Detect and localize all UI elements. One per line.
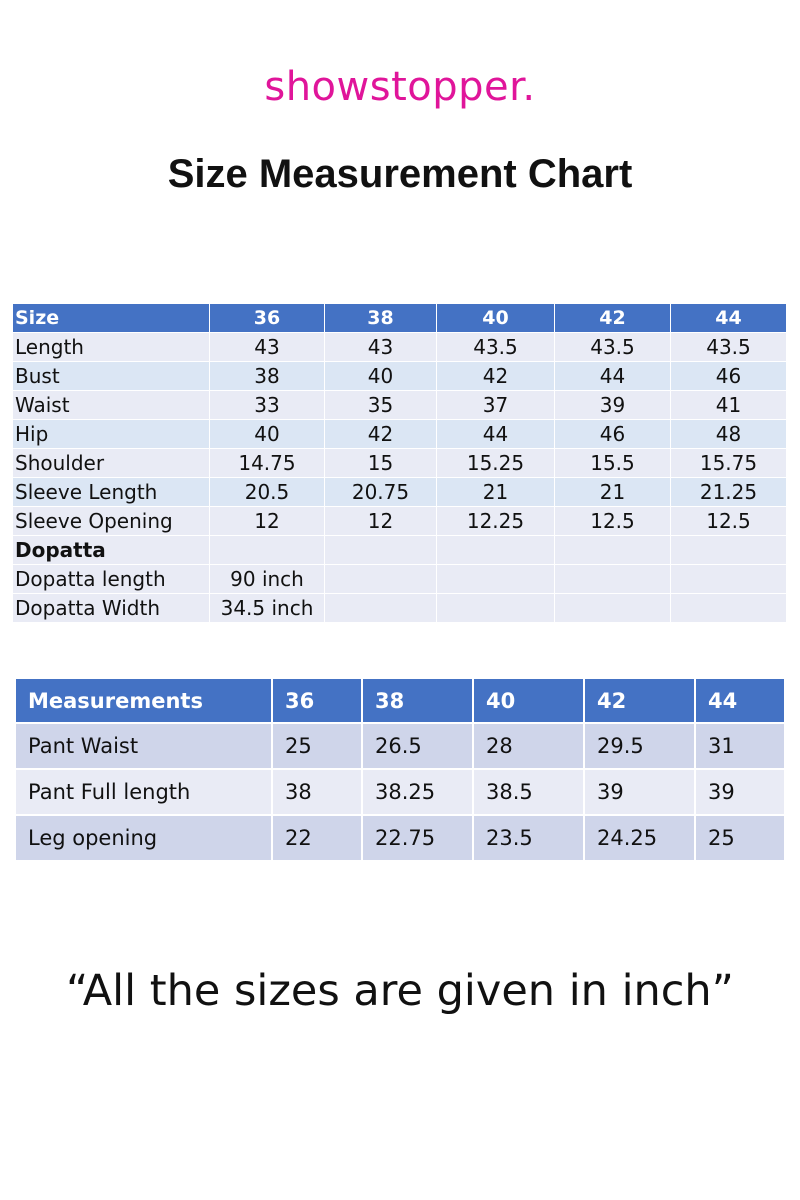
table-cell: 31 (695, 723, 785, 769)
table-cell: 21 (437, 478, 555, 507)
header-cell: Size (13, 304, 210, 333)
row-label: Dopatta length (13, 565, 210, 594)
table-cell: 29.5 (584, 723, 695, 769)
table-cell: 14.75 (210, 449, 325, 478)
table-cell: 25 (272, 723, 362, 769)
table-cell (325, 594, 437, 623)
table-cell: 43.5 (437, 333, 555, 362)
row-label: Waist (13, 391, 210, 420)
table-cell (555, 536, 671, 565)
table-cell: 22 (272, 815, 362, 861)
table-row (13, 333, 787, 362)
header-cell: Measurements (15, 678, 272, 723)
table-cell (437, 536, 555, 565)
table-cell: 38 (272, 769, 362, 815)
table-cell: 41 (671, 391, 787, 420)
brand-logo: showstopper. (264, 64, 536, 110)
table-cell (555, 594, 671, 623)
header-cell: 42 (584, 678, 695, 723)
table-row (13, 420, 787, 449)
table-cell (325, 565, 437, 594)
section-label: Dopatta (13, 536, 210, 565)
table-row (13, 391, 787, 420)
table-cell: 37 (437, 391, 555, 420)
table-cell: 90 inch (210, 565, 325, 594)
table-row (13, 507, 787, 536)
row-label: Length (13, 333, 210, 362)
pant-table-header (15, 678, 785, 723)
header-cell: 44 (671, 304, 787, 333)
table-cell: 38.5 (473, 769, 584, 815)
table-cell: 34.5 inch (210, 594, 325, 623)
pant-table (14, 677, 786, 862)
table-cell (671, 594, 787, 623)
row-label: Sleeve Length (13, 478, 210, 507)
table-cell (437, 565, 555, 594)
table-cell: 39 (555, 391, 671, 420)
table-cell: 15.5 (555, 449, 671, 478)
table-cell: 12.5 (671, 507, 787, 536)
table-cell: 42 (325, 420, 437, 449)
table-cell: 12.25 (437, 507, 555, 536)
table-cell: 42 (437, 362, 555, 391)
row-label: Pant Full length (15, 769, 272, 815)
row-label: Shoulder (13, 449, 210, 478)
table-row (13, 362, 787, 391)
table-cell (671, 565, 787, 594)
table-cell (325, 536, 437, 565)
table-cell (210, 536, 325, 565)
table-cell: 28 (473, 723, 584, 769)
header-cell: 36 (272, 678, 362, 723)
table-cell: 48 (671, 420, 787, 449)
table-cell: 12 (325, 507, 437, 536)
header-cell: 42 (555, 304, 671, 333)
table-cell: 24.25 (584, 815, 695, 861)
table-cell: 43.5 (671, 333, 787, 362)
row-label: Bust (13, 362, 210, 391)
table-cell: 40 (210, 420, 325, 449)
header-cell: 40 (437, 304, 555, 333)
table-cell: 40 (325, 362, 437, 391)
table-cell: 46 (671, 362, 787, 391)
table-cell: 23.5 (473, 815, 584, 861)
table-cell: 21 (555, 478, 671, 507)
table-cell: 22.75 (362, 815, 473, 861)
table-cell: 21.25 (671, 478, 787, 507)
row-label: Hip (13, 420, 210, 449)
table-row (15, 769, 785, 815)
table-cell: 15.75 (671, 449, 787, 478)
table-cell: 15.25 (437, 449, 555, 478)
table-cell: 20.75 (325, 478, 437, 507)
table-cell: 20.5 (210, 478, 325, 507)
page-title: Size Measurement Chart (167, 152, 633, 196)
table-cell: 44 (437, 420, 555, 449)
table-row (13, 594, 787, 623)
size-table-header (13, 304, 787, 333)
table-cell: 44 (555, 362, 671, 391)
table-row (15, 815, 785, 861)
table-row (13, 449, 787, 478)
row-label: Dopatta Width (13, 594, 210, 623)
table-cell: 12.5 (555, 507, 671, 536)
table-cell: 12 (210, 507, 325, 536)
table-cell: 46 (555, 420, 671, 449)
header-cell: 44 (695, 678, 785, 723)
header-cell: 36 (210, 304, 325, 333)
table-row (13, 478, 787, 507)
table-cell: 38.25 (362, 769, 473, 815)
table-cell: 38 (210, 362, 325, 391)
header-cell: 38 (362, 678, 473, 723)
table-row (13, 565, 787, 594)
table-cell (437, 594, 555, 623)
table-cell: 25 (695, 815, 785, 861)
table-cell: 15 (325, 449, 437, 478)
table-cell: 35 (325, 391, 437, 420)
table-row (15, 723, 785, 769)
row-label: Leg opening (15, 815, 272, 861)
table-cell: 33 (210, 391, 325, 420)
table-cell (555, 565, 671, 594)
size-table (12, 303, 787, 623)
table-cell: 39 (695, 769, 785, 815)
header-cell: 38 (325, 304, 437, 333)
table-cell: 39 (584, 769, 695, 815)
header-cell: 40 (473, 678, 584, 723)
table-cell: 43 (210, 333, 325, 362)
footnote: “All the sizes are given in inch” (66, 966, 734, 1016)
row-label: Sleeve Opening (13, 507, 210, 536)
table-cell (671, 536, 787, 565)
row-label: Pant Waist (15, 723, 272, 769)
table-cell: 43 (325, 333, 437, 362)
table-cell: 43.5 (555, 333, 671, 362)
table-cell: 26.5 (362, 723, 473, 769)
table-row (13, 536, 787, 565)
